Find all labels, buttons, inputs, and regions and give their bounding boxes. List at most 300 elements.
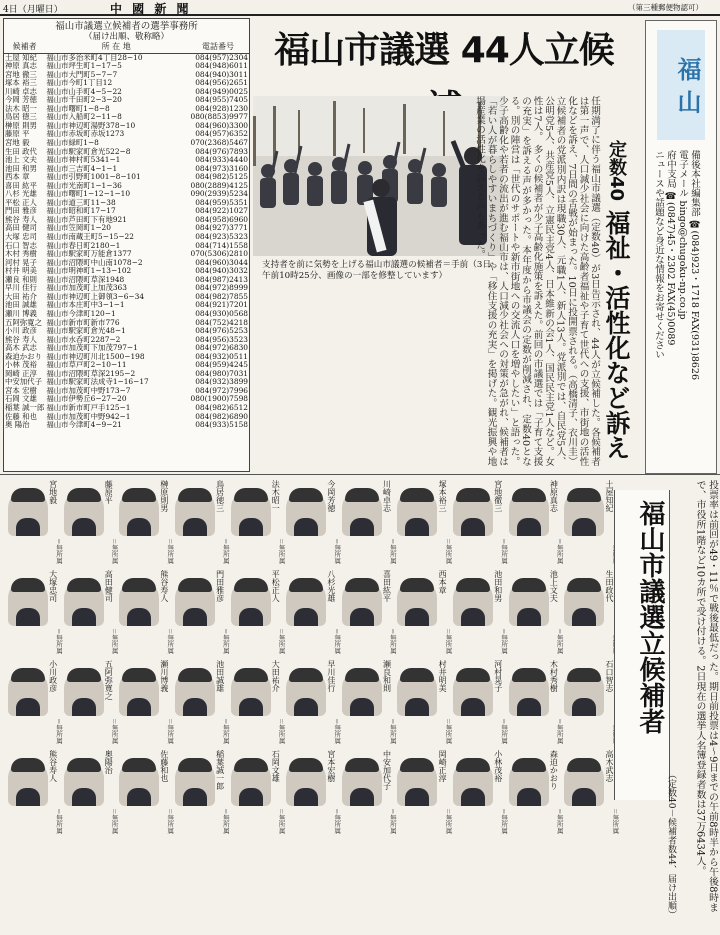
candidate-name-cell: 熊谷 寿人 — [5, 334, 37, 344]
candidate-name: 喜田紘平 — [382, 570, 392, 602]
candidate-profile: ＝無所属 — [110, 718, 119, 744]
phone-cell: 084(940)3011 — [195, 69, 248, 79]
candidate-hair — [512, 758, 546, 772]
candidate-card — [558, 660, 614, 748]
candidate-row — [2, 570, 614, 658]
candidate-profile: ＝無所属 — [333, 538, 342, 564]
phone-cell: 084(932)0511 — [195, 351, 248, 361]
section-title: 福 山 — [657, 30, 705, 140]
candidate-name: 大田祐介 — [271, 660, 281, 692]
candidate-name: 高田健司 — [104, 570, 114, 602]
address-cell: 福山市本庄町中3−1−1 — [46, 300, 125, 310]
address-cell: 福山市緑町1−8 — [46, 138, 99, 148]
candidate-card — [113, 570, 175, 658]
candidate-hair — [400, 488, 434, 502]
address-cell: 福山市昭和町17−17 — [46, 206, 116, 216]
office-table — [3, 18, 250, 472]
candidate-name: 宮本宏樹 — [326, 750, 336, 782]
candidate-name-cell: 生田 政代 — [5, 146, 37, 156]
candidate-card — [169, 570, 230, 658]
candidate-hair — [512, 668, 546, 682]
masthead-rule — [0, 14, 720, 16]
candidate-name-cell: 小林 茂裕 — [5, 360, 37, 370]
candidate-hair — [122, 488, 156, 502]
candidate-hair — [400, 668, 434, 682]
candidate-card — [558, 480, 614, 568]
candidate-hair — [11, 758, 45, 772]
address-cell: 福山市加茂町中野942−1 — [46, 411, 131, 421]
candidate-name: 平松正人 — [271, 570, 281, 602]
candidate-name-cell: 榊原 則男 — [5, 120, 37, 130]
candidate-hair — [400, 758, 434, 772]
candidate-name-cell: 岡崎 正淳 — [5, 368, 37, 378]
candidate-profile: ＝無所属 — [333, 718, 342, 744]
candidate-grid — [2, 480, 620, 930]
candidate-hair — [456, 758, 490, 772]
candidate-profile: ＝無所属 — [221, 718, 230, 744]
candidate-profile: ＝無所属 — [166, 718, 175, 744]
candidate-name-cell: 五阿弥寛之 — [5, 317, 42, 327]
phone-cell: 080(8853)9977 — [190, 112, 248, 122]
candidate-name-cell: 瀬良 和則 — [5, 274, 37, 284]
candidate-card — [2, 660, 63, 748]
candidate-card — [58, 660, 119, 748]
candidate-card — [558, 570, 614, 658]
candidate-name-cell: 八杉 光雄 — [5, 189, 37, 199]
candidate-hair — [345, 488, 379, 502]
candidate-card — [58, 480, 119, 568]
candidate-card — [2, 570, 63, 658]
candidate-profile: ＝無所属 — [221, 628, 230, 654]
candidate-card — [336, 570, 397, 658]
address-cell: 福山市駅家町倉光48−1 — [46, 326, 126, 336]
phone-cell: 084(960)3300 — [195, 120, 248, 130]
candidate-profile: ＝無所属 — [55, 808, 63, 834]
candidate-name-cell: 小川 政彦 — [5, 326, 37, 336]
candidate-card — [447, 750, 509, 838]
candidate-name-cell: 西本 章 — [5, 172, 30, 182]
contact-line: 電子メール bingo@chugoku-np.co.jp — [677, 150, 688, 320]
candidate-name: 土屋知紀 — [605, 480, 615, 512]
address-cell: 福山市新市町戸手125−1 — [46, 402, 131, 412]
phone-cell: 084(714)1558 — [195, 240, 248, 250]
candidate-name: 門田雅彦 — [215, 570, 225, 602]
candidate-card — [503, 570, 564, 658]
candidate-name-cell: 宮地 毅 — [5, 138, 30, 148]
address-cell: 福山市加茂町上加茂363 — [46, 283, 127, 293]
candidate-name-cell: 喜田 紘平 — [5, 180, 37, 190]
candidate-name: 生田政代 — [605, 570, 615, 602]
address-cell: 福山市山手町4−5−22 — [46, 86, 122, 96]
candidate-hair — [178, 578, 212, 592]
candidate-name: 村井明美 — [438, 660, 448, 692]
candidate-hair — [456, 668, 490, 682]
candidate-name: 八杉光雄 — [326, 570, 336, 602]
candidate-card — [336, 480, 397, 568]
candidate-name: 大塚忠司 — [48, 570, 58, 602]
candidate-name-cell: 村井 明美 — [5, 266, 37, 276]
candidate-card — [391, 750, 453, 838]
candidate-profile: ＝無所属 — [555, 538, 564, 564]
phone-cell: 090(2939)5234 — [190, 189, 248, 199]
candidate-name: 池田誠雄 — [215, 660, 225, 692]
candidate-name-cell: 土屋 知紀 — [5, 52, 37, 62]
candidate-name-cell: 河村 晃子 — [5, 257, 37, 267]
candidate-profile: ＝無所属 — [444, 808, 453, 834]
candidates-title: 福山市議選立候補者 — [614, 490, 670, 800]
candidate-profile: ＝無所属 — [611, 808, 620, 834]
address-cell: 福山市南蔵王町5−15−22 — [46, 232, 134, 242]
candidate-hair — [345, 668, 379, 682]
candidate-hair — [289, 668, 323, 682]
candidate-profile: ＝無所属 — [388, 538, 397, 564]
address-cell: 福山市新市町新市776 — [46, 317, 120, 327]
phone-cell: 084(972)6830 — [195, 343, 248, 353]
candidate-name-cell: 池田 和男 — [5, 163, 37, 173]
candidate-name: 宮地毅 — [48, 480, 58, 504]
candidate-profile: ＝無所属 — [55, 538, 63, 564]
candidate-card — [225, 660, 286, 748]
candidate-name: 今岡芳徳 — [326, 480, 336, 512]
phone-cell: 080(1900)7598 — [190, 394, 248, 404]
candidate-hair — [345, 578, 379, 592]
candidate-card — [169, 750, 230, 838]
candidate-name: 木村秀樹 — [549, 660, 559, 692]
paper-name: 中 國 新 聞 — [110, 2, 192, 16]
candidate-name-cell: 鳥居 徳三 — [5, 112, 37, 122]
candidate-hair — [289, 578, 323, 592]
candidate-card — [113, 480, 175, 568]
phone-cell: 080(2889)4125 — [190, 180, 248, 190]
candidate-name-cell: 森迫かおり — [5, 351, 42, 361]
candidate-hair — [512, 578, 546, 592]
candidate-profile — [560, 718, 618, 748]
phone-cell: 084(972)8999 — [195, 283, 248, 293]
candidate-profile: ＝無所属 — [555, 718, 564, 744]
phone-cell: 084(923)5323 — [195, 232, 248, 242]
candidate-name: 瀬良和則 — [382, 660, 392, 692]
candidate-hair — [289, 488, 323, 502]
candidate-name: 中安加代子 — [382, 750, 392, 790]
phone-cell: 084(958)6960 — [195, 214, 248, 224]
candidate-profile: ＝無所属 — [166, 628, 175, 654]
candidate-hair — [345, 758, 379, 772]
candidate-hair — [512, 488, 546, 502]
candidate-name-cell: 池田 誠雄 — [5, 300, 37, 310]
phone-cell: 084(982)6512 — [195, 402, 248, 412]
address-cell: 福山市沼隈町中山南1078−2 — [46, 257, 143, 267]
address-cell: 福山市多治米町4丁目28−10 — [46, 52, 143, 62]
candidate-profile: ＝無所属 — [333, 808, 342, 834]
phone-cell: 084(928)1230 — [195, 103, 248, 113]
contact-line: ニュースや話題など身近な情報をお寄せください — [653, 150, 664, 359]
candidate-name: 池田和男 — [493, 570, 503, 602]
candidate-profile: ＝無所属 — [277, 538, 286, 564]
candidate-card — [225, 480, 286, 568]
subheadline — [602, 140, 630, 460]
phone-cell: 084(957)6352 — [195, 129, 248, 139]
candidate-name-cell: 中安加代子 — [5, 377, 42, 387]
candidate-card — [280, 570, 342, 658]
candidate-profile: ＝無所属 — [444, 718, 453, 744]
candidate-hair — [178, 488, 212, 502]
office-table-title: 福山市議選立候補者の選挙事務所 — [55, 21, 198, 32]
candidate-card — [113, 750, 175, 838]
candidate-card — [225, 750, 286, 838]
candidate-name-cell: 池上 文夫 — [5, 155, 37, 165]
candidate-name: 高木武志 — [605, 750, 615, 782]
address-cell: 福山市神辺町川北1500−198 — [46, 351, 145, 361]
address-cell: 福山市春日町2180−1 — [46, 240, 121, 250]
address-cell: 福山市三吉町4−1−1 — [46, 163, 118, 173]
candidate-name: 小川政彦 — [48, 660, 58, 692]
candidate-card — [503, 750, 564, 838]
candidate-hair — [400, 578, 434, 592]
address-cell: 福山市入船町2−11−8 — [46, 112, 122, 122]
candidate-name-cell: 宮地 徹三 — [5, 69, 37, 79]
candidate-name: 法木昭一 — [271, 480, 281, 512]
candidate-profile — [560, 538, 618, 568]
candidate-profile: ＝無所属 — [110, 808, 119, 834]
candidate-name: 塚本裕三 — [438, 480, 448, 512]
phone-cell: 084(922)1027 — [195, 206, 248, 216]
candidate-hair — [234, 758, 268, 772]
address-cell: 福山市引野町1001−8−101 — [46, 172, 141, 182]
candidate-hair — [234, 578, 268, 592]
page-date: 4日（月曜日） — [3, 5, 63, 15]
candidate-name-cell: 瀬川 博義 — [5, 308, 37, 318]
phone-cell: 084(976)5253 — [195, 326, 248, 336]
candidate-card — [447, 660, 509, 748]
candidate-name-cell: 熊谷 寿人 — [5, 214, 37, 224]
candidate-name: 熊谷寿人 — [159, 570, 169, 602]
phone-cell: 084(959)4245 — [195, 360, 248, 370]
phone-cell: 084(927)3771 — [195, 223, 248, 233]
phone-cell: 084(930)0568 — [195, 308, 248, 318]
candidate-name-cell: 大田 祐介 — [5, 291, 37, 301]
candidate-card — [503, 660, 564, 748]
candidate-name: 鳥居徳三 — [215, 480, 225, 512]
candidate-card — [225, 570, 286, 658]
candidate-name: 岡崎正淳 — [438, 750, 448, 782]
candidate-card — [280, 480, 342, 568]
candidate-profile: ＝無所属 — [55, 718, 63, 744]
section-divider — [0, 474, 720, 475]
candidate-hair — [122, 758, 156, 772]
candidate-profile: ＝無所属 — [500, 808, 509, 834]
candidate-name-cell: 平松 正人 — [5, 197, 37, 207]
candidate-name-cell: 今岡 芳徳 — [5, 95, 37, 105]
address-cell: 福山市神辺町湯野378−10 — [46, 120, 136, 130]
candidate-profile: ＝無所属 — [166, 538, 175, 564]
candidate-profile: ＝無所属 — [444, 628, 453, 654]
phone-cell: 084(933)5158 — [195, 420, 248, 430]
candidate-name-cell: 稲葉 誠一郎 — [5, 402, 45, 412]
candidate-name-cell: 高木 武志 — [5, 343, 37, 353]
office-table-header — [4, 42, 249, 53]
phone-cell: 084(959)5351 — [195, 197, 248, 207]
candidate-profile: ＝無所属 — [277, 628, 286, 654]
candidate-profile: ＝無所属 — [555, 628, 564, 654]
seat-count: 定数40 — [606, 140, 627, 202]
candidate-hair — [234, 488, 268, 502]
candidate-profile: ＝無所属 — [277, 718, 286, 744]
candidate-hair — [178, 758, 212, 772]
candidate-card — [503, 480, 564, 568]
candidate-name: 小林茂裕 — [493, 750, 503, 782]
candidate-card — [447, 480, 509, 568]
phone-cell: 084(955)7405 — [195, 95, 248, 105]
candidate-profile: ＝無所属 — [500, 718, 509, 744]
address-cell: 福山市光南町1−1−36 — [46, 180, 122, 190]
headline: 福山市議選 44人立候 — [274, 30, 614, 71]
candidate-row — [2, 480, 614, 568]
candidate-card — [391, 480, 453, 568]
photo-caption: 支持者を前に気勢を上げる福山市議選の候補者＝手前（3日午前10時25分、画像の一部を修整しています） — [262, 260, 491, 281]
candidate-name: 熊谷寿人 — [48, 750, 58, 782]
article-body: 任期満了に伴う福山市議選（定数40）が3日告示され、44人が立候補した。各候補者は第一声で、人口減少社会に向けた高齢者福祉や子育て世代への支援、市街地の活性化などを訴え、7日間の舌戦が始まった。10日に投開票される。（高橋清子、衣川圭） 立候補者の党派別内訳は現職30人、元職1人、新人13人。党派別では、自民党5人、公明党5人、共産党5人、立憲民主党4人、日本維新の会1人、国民民主党1人など。女性は7人。 多くの候補者が少子高齢化施策を訴えた。前回の市議選では「子育て支援の充実」を訴える声が多かった。本年度から市議会の定数が削減され、定数40となる。別の陣営は「世代のサポートや新市街地への交流人口を増やしたい」と語った。 少子高齢化や若者の流出が進む福山市は、人口減少社会への対策が急がれ、候補者は「若い人が暮らしやすいまちづくり」や「移住支援の充実」を掲げた。観光振興や地場産業の活性化を訴える声もあった。 — [474, 96, 600, 466]
candidate-card — [58, 750, 119, 838]
candidate-name-cell: 藤原 平 — [5, 129, 30, 139]
phone-cell: 084(933)4440 — [195, 155, 248, 165]
address-cell: 福山市大門町5−7−7 — [46, 69, 118, 79]
candidate-name: 石口智志 — [605, 660, 615, 692]
phone-cell: 084(956)2651 — [195, 78, 248, 88]
candidate-name-cell: 奥 陽治 — [5, 420, 30, 430]
candidate-name-cell: 塚本 裕三 — [5, 78, 37, 88]
phone-cell: 084(932)3899 — [195, 377, 248, 387]
address-cell: 福山市駅家町法成寺1−16−17 — [46, 377, 149, 387]
candidate-name: 池上文夫 — [549, 570, 559, 602]
candidate-card — [280, 660, 342, 748]
candidate-name: 佐藤和也 — [159, 750, 169, 782]
address-cell: 福山市沼隈町草深1948 — [46, 274, 125, 284]
candidate-card — [336, 660, 397, 748]
office-table-subtitle: （届け出順、敬称略） — [83, 32, 169, 42]
candidate-name-cell: 門田 雅彦 — [5, 206, 37, 216]
candidate-profile: ＝無所属 — [500, 538, 509, 564]
candidate-profile: ＝無所属 — [110, 538, 119, 564]
candidate-hair — [122, 578, 156, 592]
candidate-profile: ＝無所属 — [221, 808, 230, 834]
phone-cell: 084(980)7031 — [195, 368, 248, 378]
candidate-name-cell: 石岡 文雄 — [5, 394, 37, 404]
candidate-card — [58, 570, 119, 658]
address-cell: 福山市伊勢丘6−27−20 — [46, 394, 127, 404]
candidate-hair — [178, 668, 212, 682]
contact-line: 府中支局 ☎(0847)45・2302 FAX(45)0089 — [665, 150, 676, 346]
candidate-profile: ＝無所属 — [555, 808, 564, 834]
address-cell: 福山市加茂町中野173−7 — [46, 385, 131, 395]
candidate-hair — [67, 668, 101, 682]
candidate-name: 河村晃子 — [493, 660, 503, 692]
candidate-hair — [456, 578, 490, 592]
candidate-card — [169, 480, 230, 568]
address-cell: 福山市明神町1−13−102 — [46, 266, 132, 276]
candidate-hair — [567, 758, 601, 772]
phone-cell: 070(5306)2810 — [190, 249, 248, 259]
phone-cell: 084(976)7893 — [195, 146, 248, 156]
candidate-hair — [67, 758, 101, 772]
address-cell: 福山市草戸町2−10−11 — [46, 360, 127, 370]
contact-line: 備後本社編集部 ☎(084)923・1718 FAX(931)8626 — [689, 150, 700, 381]
candidate-card — [558, 750, 620, 838]
table-row — [4, 421, 249, 430]
candidate-name: 神原真志 — [549, 480, 559, 512]
candidate-row — [2, 750, 620, 838]
candidates-subtitle: （定数40－候補者数44、届け出順） — [666, 770, 676, 919]
candidate-name: 瀬川博義 — [159, 660, 169, 692]
subheadline-main: 福祉・活性化など訴え — [602, 209, 631, 460]
candidate-name: 稲葉誠一郎 — [215, 750, 225, 790]
candidate-name-cell: 高田 健司 — [5, 223, 37, 233]
candidate-name: 藤原平 — [104, 480, 114, 504]
address-cell: 福山市加茂町下加茂797−1 — [46, 343, 138, 353]
address-cell: 福山市今津町120−1 — [46, 308, 116, 318]
candidate-name-cell: 佐藤 和也 — [5, 411, 37, 421]
address-cell: 福山市水呑町2287−2 — [46, 334, 121, 344]
address-cell: 福山市曙町1−12−1−10 — [46, 189, 131, 199]
phone-cell: 084(982)5125 — [195, 172, 248, 182]
phone-cell: 084(949)0025 — [195, 86, 248, 96]
phone-cell: 084(982)6890 — [195, 411, 248, 421]
phone-cell: 084(987)2413 — [195, 274, 248, 284]
candidate-hair — [11, 668, 45, 682]
header-candidate: 候補者 — [4, 42, 45, 53]
phone-cell: 084(752)4218 — [195, 317, 248, 327]
candidate-card — [447, 570, 509, 658]
candidate-name: 宮地徹三 — [493, 480, 503, 512]
candidate-name: 五阿弥寛之 — [104, 660, 114, 700]
candidate-profile: ＝無所属 — [388, 808, 397, 834]
candidate-profile: ＝無所属 — [388, 718, 397, 744]
candidate-hair — [456, 488, 490, 502]
candidate-card — [280, 750, 342, 838]
candidate-card — [391, 660, 453, 748]
address-cell: 福山市駅家町倉光522−8 — [46, 146, 131, 156]
phone-cell: 084(982)7855 — [195, 291, 248, 301]
candidate-name-cell: 木村 秀樹 — [5, 249, 37, 259]
address-cell: 福山市曙町1−8−8 — [46, 103, 110, 113]
header-phone: 電話番号 — [187, 42, 249, 53]
address-cell: 福山市神辺町上御領3−6−34 — [46, 291, 145, 301]
candidate-profile: ＝無所属 — [388, 628, 397, 654]
contact-info — [652, 150, 700, 450]
candidate-profile: ＝無所属 — [277, 808, 286, 834]
candidate-hair — [11, 578, 45, 592]
phone-cell: 084(973)3160 — [195, 163, 248, 173]
candidate-hair — [567, 668, 601, 682]
candidate-profile: ＝無所属 — [55, 628, 63, 654]
candidate-name-cell: 神原 真志 — [5, 61, 37, 71]
candidate-hair — [567, 488, 601, 502]
candidate-name: 森迫かおり — [549, 750, 559, 790]
candidate-card — [336, 750, 397, 838]
candidate-profile: ＝無所属 — [221, 538, 230, 564]
candidate-profile: ＝無所属 — [333, 628, 342, 654]
candidate-card — [2, 480, 63, 568]
candidate-name-cell: 川崎 卓志 — [5, 86, 37, 96]
candidate-name-cell: 法木 昭一 — [5, 103, 37, 113]
candidate-name: 奥陽治 — [104, 750, 114, 774]
candidate-profile — [560, 628, 618, 658]
candidate-hair — [122, 668, 156, 682]
candidate-hair — [234, 668, 268, 682]
candidate-hair — [67, 578, 101, 592]
phone-cell: 070(2368)5467 — [190, 138, 248, 148]
address-cell: 福山市笠岡町1−20 — [46, 223, 111, 233]
candidate-hair — [67, 488, 101, 502]
